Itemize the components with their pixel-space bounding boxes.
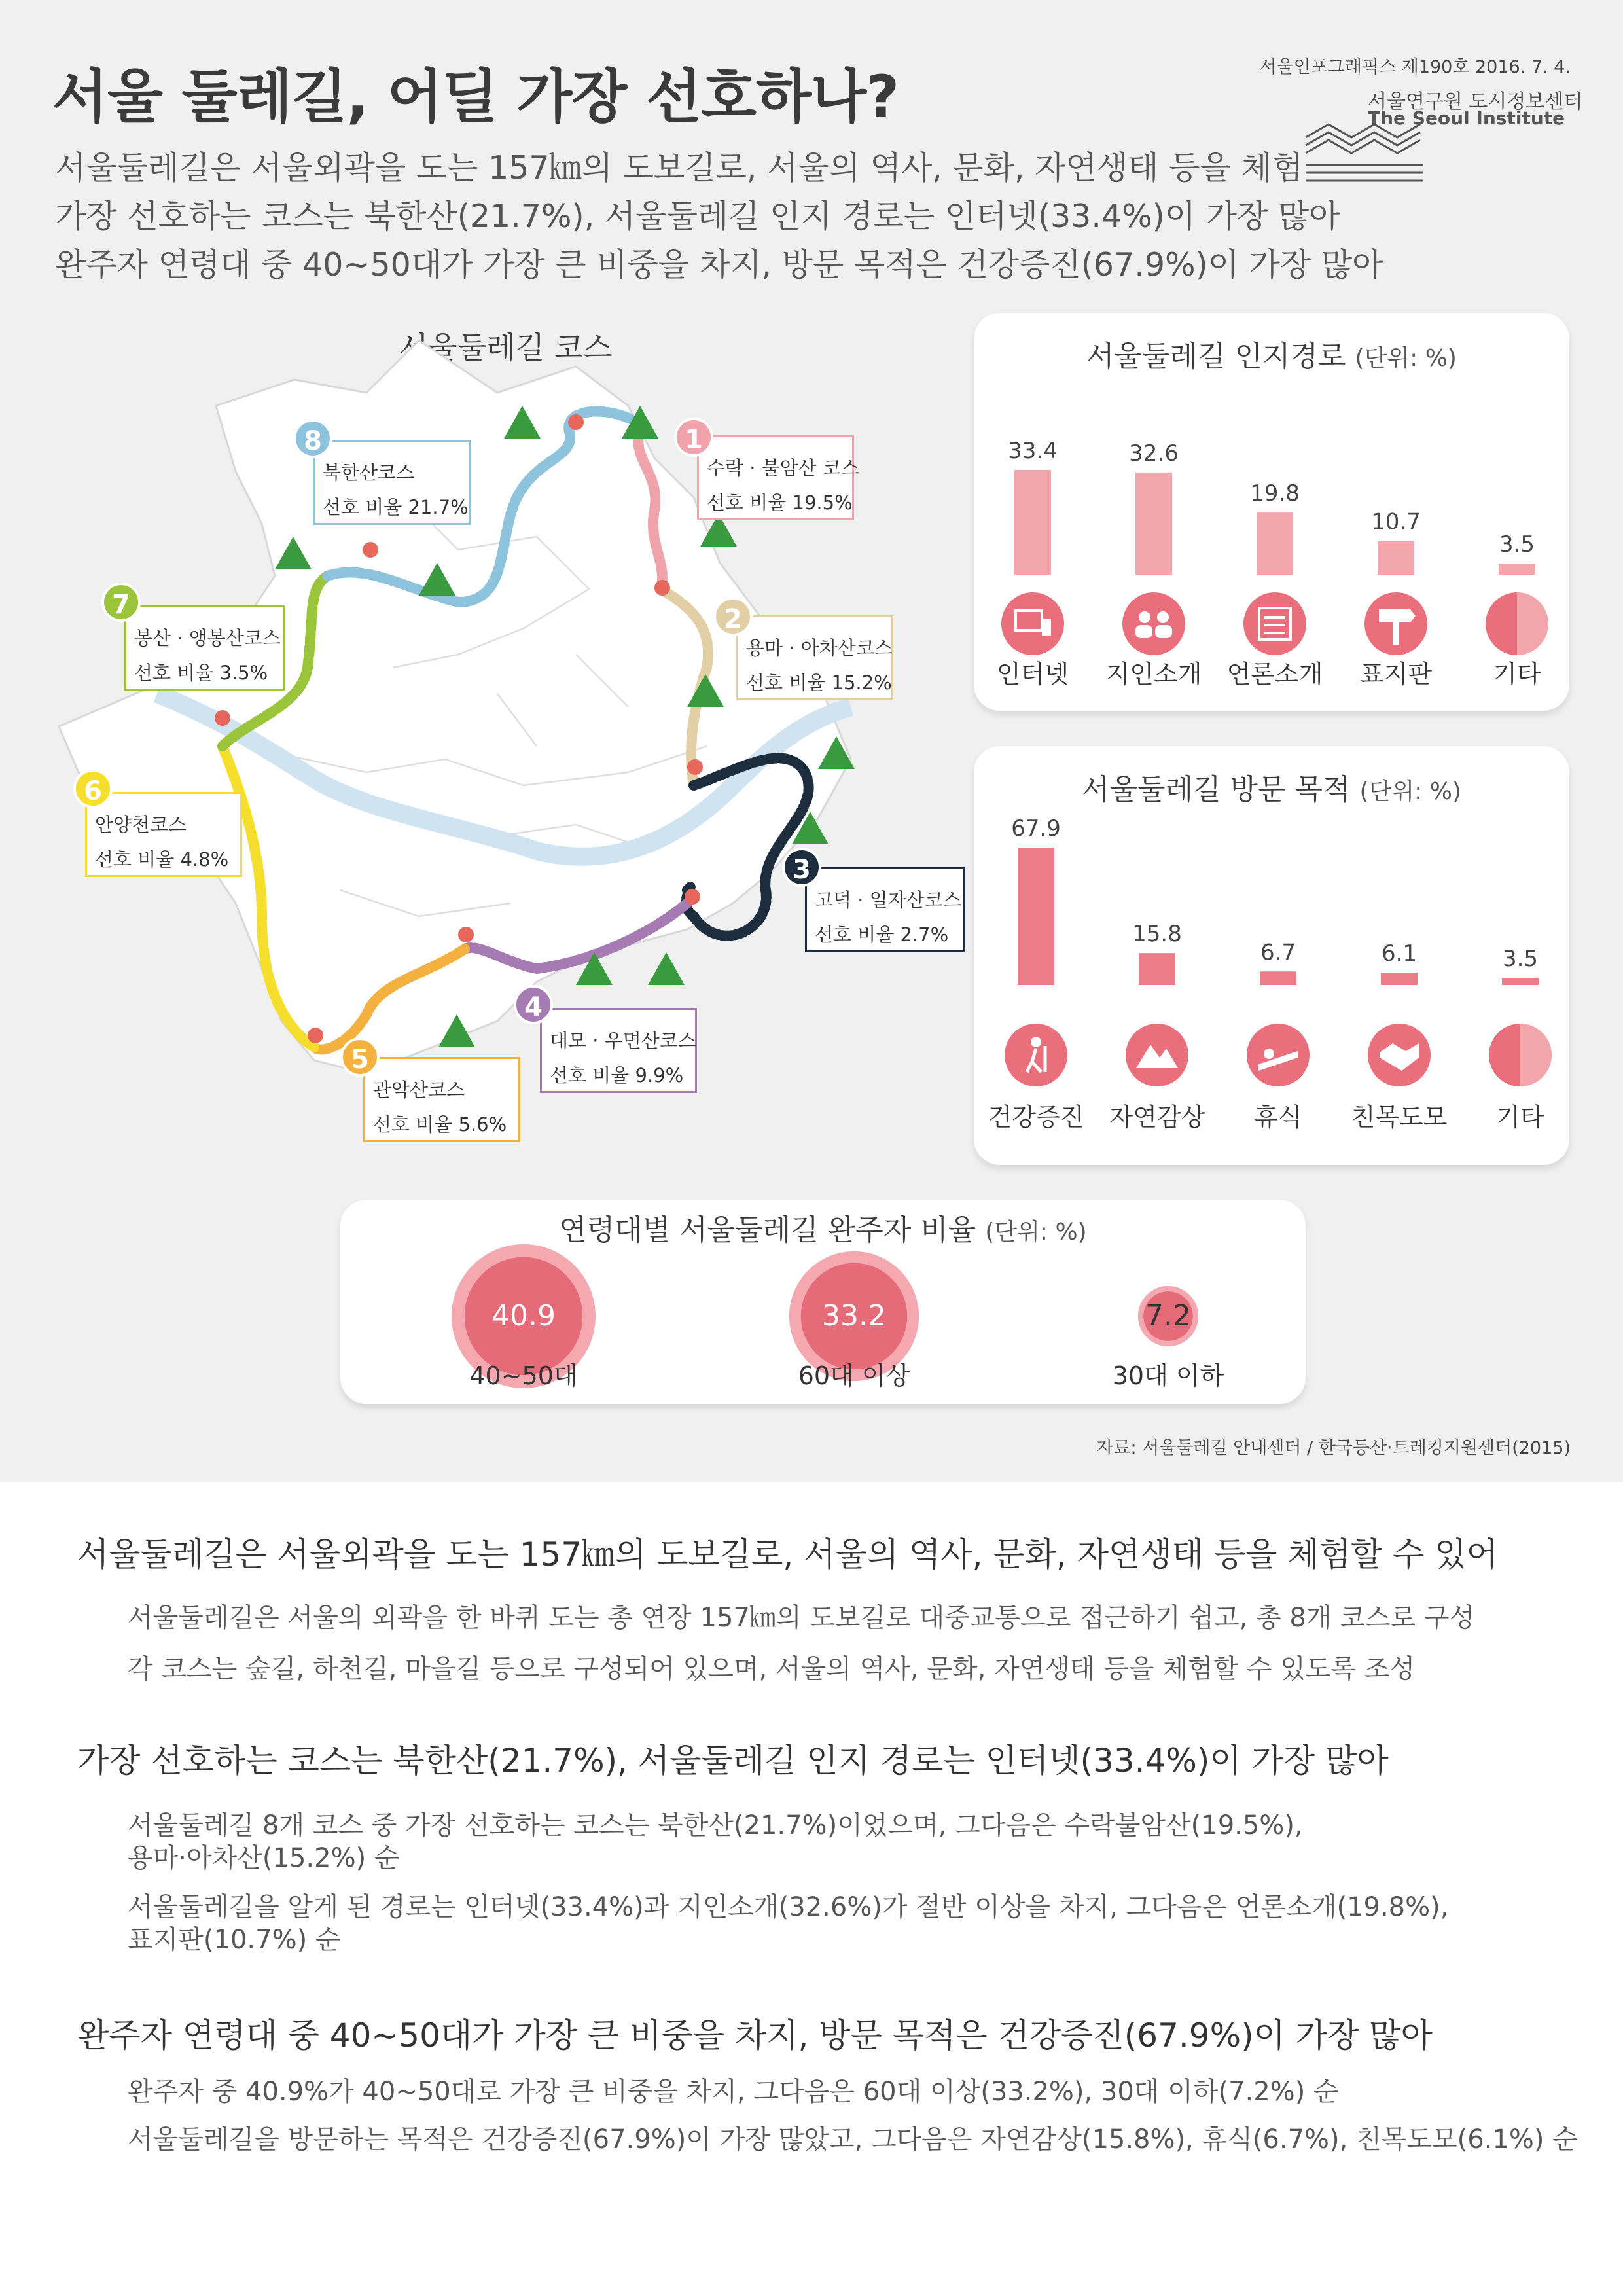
value-label: 3.5 [1502, 946, 1539, 973]
section-3-line-1: 완주자 중 40.9%가 40~50대로 가장 큰 비중을 차지, 그다음은 60대 이상(33.2%), 30대 이하(7.2%) 순 [128, 2077, 1339, 2107]
value-label: 7.2 [1145, 1299, 1191, 1333]
purpose-bar-chart [974, 746, 1569, 1165]
bar-표지판 [1378, 541, 1414, 575]
course-rate: 선호 비율 9.9% [550, 1064, 684, 1086]
course-name: 관악산코스 [373, 1079, 465, 1101]
section-2-heading: 가장 선호하는 코스는 북한산(21.7%), 서울둘레길 인지 경로는 인터넷(33.4%)이 가장 많아 [77, 1742, 1389, 1780]
org-name-en: The Seoul Institute [1368, 107, 1565, 129]
course-badge-7: 7 [101, 583, 141, 622]
hiker-icon [1005, 1024, 1067, 1086]
course-badge-8: 8 [293, 419, 332, 458]
bar-언론소개 [1257, 512, 1293, 575]
value-label: 15.8 [1132, 921, 1182, 948]
section-2-line-1: 서울둘레길 8개 코스 중 가장 선호하는 코스는 북한산(21.7%)이었으며, 그다음은 수락불암산(19.5%), [128, 1810, 1303, 1840]
purpose-card [974, 746, 1569, 1165]
category-label: 기타 [1493, 660, 1541, 689]
signpost-icon [1364, 592, 1427, 655]
bar-인터넷 [1014, 470, 1051, 575]
category-label: 자연감상 [1109, 1103, 1205, 1132]
bar-건강증진 [1018, 848, 1054, 985]
course-name: 수락 · 불암산 코스 [707, 457, 859, 479]
course-badge-2: 2 [713, 597, 753, 636]
course-name: 대모 · 우면산코스 [550, 1030, 696, 1052]
issue-info: 서울인포그래픽스 제190호 2016. 7. 4. [1259, 57, 1571, 77]
awareness-bar-chart [974, 313, 1569, 711]
awareness-card [974, 313, 1569, 711]
course-badge-3: 3 [782, 848, 821, 887]
bar-휴식 [1260, 971, 1296, 985]
bar-자연감상 [1139, 953, 1175, 985]
section-2-line-4: 표지판(10.7%) 순 [128, 1925, 341, 1955]
page-title: 서울 둘레길, 어딜 가장 선호하나? [52, 63, 899, 130]
org-name-kr: 서울연구원 도시정보센터 [1368, 90, 1583, 113]
course-box-8 [313, 440, 471, 525]
course-rate: 선호 비율 19.5% [707, 492, 853, 514]
value-label: 67.9 [1011, 816, 1061, 842]
age-card [340, 1200, 1306, 1404]
section-1-heading: 서울둘레길은 서울외곽을 도는 157㎞의 도보길로, 서울의 역사, 문화, 자연생태 등을 체험할 수 있어 [77, 1535, 1498, 1573]
bar-기타 [1499, 564, 1535, 575]
computer-icon [1001, 592, 1064, 655]
lead-line-1: 서울둘레길은 서울외곽을 도는 157㎞의 도보길로, 서울의 역사, 문화, 자연생태 등을 체험 [55, 149, 1304, 187]
category-label: 40~50대 [469, 1361, 578, 1390]
course-name: 용마 · 아차산코스 [746, 637, 893, 659]
bar-친목도모 [1381, 973, 1418, 985]
purpose-title: 서울둘레길 방문 목적 (단위: %) [1082, 773, 1461, 806]
category-label: 60대 이상 [798, 1361, 910, 1390]
category-label: 기타 [1496, 1103, 1544, 1132]
value-label: 10.7 [1371, 509, 1421, 535]
course-box-4 [540, 1008, 697, 1093]
course-name: 안양천코스 [95, 814, 187, 836]
course-rate: 선호 비율 5.6% [373, 1113, 507, 1136]
newspaper-icon [1243, 592, 1306, 655]
category-label: 지인소개 [1105, 660, 1202, 689]
category-label: 휴식 [1254, 1103, 1302, 1132]
value-label: 6.1 [1381, 941, 1418, 967]
course-rate: 선호 비율 4.8% [95, 848, 229, 870]
map-title: 서울둘레길 코스 [399, 330, 613, 365]
course-rate: 선호 비율 2.7% [815, 924, 949, 946]
course-box-5 [363, 1057, 520, 1142]
course-name: 고덕 · 일자산코스 [815, 889, 961, 911]
value-label: 6.7 [1260, 939, 1296, 966]
category-label: 친목도모 [1351, 1103, 1448, 1132]
handshake-icon [1368, 1024, 1431, 1086]
course-rate: 선호 비율 15.2% [746, 672, 892, 694]
value-label: 40.9 [491, 1299, 556, 1333]
bar-지인소개 [1135, 473, 1172, 575]
half-circle-icon [1489, 1024, 1552, 1086]
course-badge-1: 1 [674, 418, 713, 457]
section-2-line-3: 서울둘레길을 알게 된 경로는 인터넷(33.4%)과 지인소개(32.6%)가 절반 이상을 차지, 그다음은 언론소개(19.8%), [128, 1892, 1449, 1922]
awareness-title: 서울둘레길 인지경로 (단위: %) [1086, 340, 1457, 373]
category-label: 표지판 [1359, 660, 1433, 689]
age-bubble-chart [340, 1200, 1306, 1404]
course-box-7 [124, 605, 285, 691]
lead-line-2: 가장 선호하는 코스는 북한산(21.7%), 서울둘레길 인지 경로는 인터넷(33.4%)이 가장 많아 [55, 198, 1340, 235]
section-3-heading: 완주자 연령대 중 40~50대가 가장 큰 비중을 차지, 방문 목적은 건강증진(67.9%)이 가장 많아 [77, 2017, 1433, 2054]
category-label: 30대 이하 [1112, 1361, 1224, 1390]
value-label: 33.2 [822, 1299, 886, 1333]
half-circle-icon [1486, 592, 1548, 655]
age-title: 연령대별 서울둘레길 완주자 비율 (단위: %) [559, 1213, 1087, 1247]
category-label: 언론소개 [1226, 660, 1323, 689]
value-label: 32.6 [1129, 440, 1179, 467]
course-badge-5: 5 [340, 1037, 380, 1077]
value-label: 33.4 [1008, 438, 1058, 464]
category-label: 인터넷 [996, 660, 1069, 689]
lead-line-3: 완주자 연령대 중 40~50대가 가장 큰 비중을 차지, 방문 목적은 건강증진(67.9%)이 가장 많아 [55, 246, 1383, 283]
section-2-line-2: 용마·아차산(15.2%) 순 [128, 1843, 400, 1873]
mountain-icon [1126, 1024, 1188, 1086]
course-badge-4: 4 [514, 985, 553, 1024]
course-name: 북한산코스 [323, 461, 415, 484]
section-3-line-2: 서울둘레길을 방문하는 목적은 건강증진(67.9%)이 가장 많았고, 그다음은 자연감상(15.8%), 휴식(6.7%), 친목도모(6.1%) 순 [128, 2125, 1578, 2155]
category-label: 건강증진 [988, 1103, 1084, 1132]
seoul-institute-logo-icon [1302, 118, 1427, 190]
people-icon [1122, 592, 1185, 655]
rest-icon [1247, 1024, 1310, 1086]
course-rate: 선호 비율 21.7% [323, 496, 469, 518]
section-1-line-1: 서울둘레길은 서울의 외곽을 한 바퀴 도는 총 연장 157㎞의 도보길로 대중교통으로 접근하기 쉽고, 총 8개 코스로 구성 [128, 1603, 1475, 1633]
section-1-line-2: 각 코스는 숲길, 하천길, 마을길 등으로 구성되어 있으며, 서울의 역사, 문화, 자연생태 등을 체험할 수 있도록 조성 [128, 1654, 1416, 1684]
course-box-6 [85, 792, 242, 877]
seoul-course-map [0, 0, 969, 1178]
course-badge-6: 6 [73, 769, 113, 808]
course-box-2 [736, 615, 893, 700]
course-box-3 [805, 867, 965, 952]
bar-기타 [1502, 978, 1539, 985]
course-box-1 [697, 435, 859, 520]
value-label: 3.5 [1499, 531, 1535, 558]
value-label: 19.8 [1250, 480, 1300, 507]
source-note: 자료: 서울둘레길 안내센터 / 한국등산·트레킹지원센터(2015) [1096, 1438, 1571, 1458]
course-rate: 선호 비율 3.5% [134, 662, 268, 684]
course-name: 봉산 · 앵봉산코스 [134, 627, 281, 649]
